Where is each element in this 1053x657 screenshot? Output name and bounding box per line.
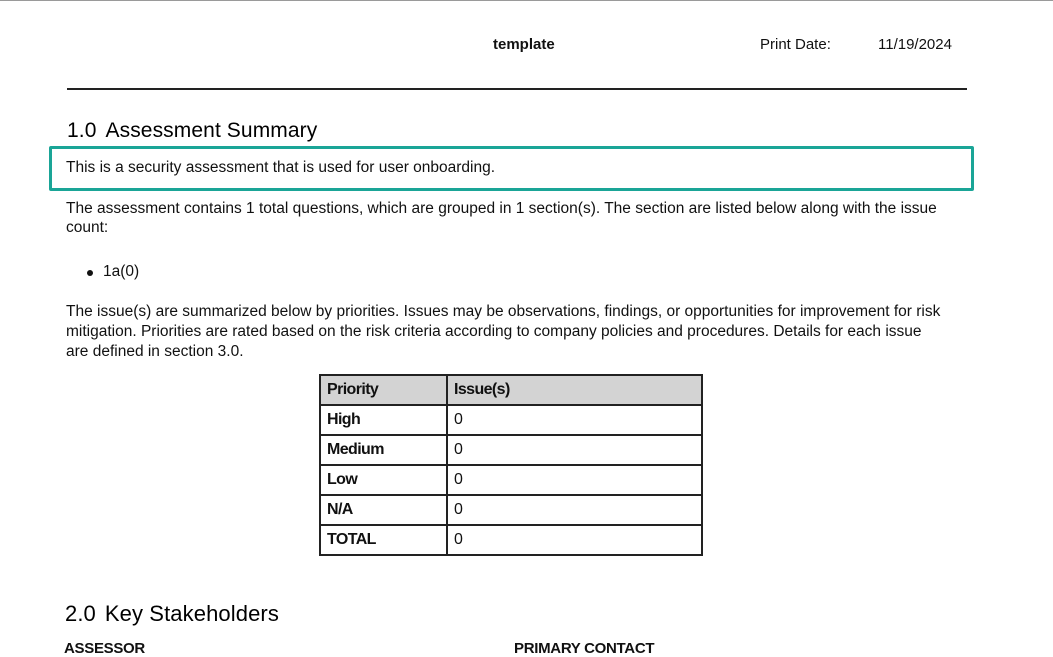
table-header-issues: Issue(s) bbox=[447, 375, 702, 405]
section-title: Assessment Summary bbox=[105, 119, 318, 142]
print-date-value: 11/19/2024 bbox=[878, 36, 952, 53]
table-header-row bbox=[320, 375, 702, 405]
table-cell-priority: High bbox=[320, 405, 447, 435]
table-cell-count: 0 bbox=[447, 435, 702, 465]
document-title: template bbox=[493, 36, 555, 53]
header-divider bbox=[67, 88, 967, 90]
table-cell-count: 0 bbox=[447, 525, 702, 555]
section-heading-key-stakeholders bbox=[65, 601, 279, 627]
assessment-count-text: The assessment contains 1 total questions, which are grouped in 1 section(s). The section are listed below along with the issue count: bbox=[66, 200, 937, 236]
table-cell-count: 0 bbox=[447, 465, 702, 495]
section-list bbox=[66, 262, 139, 282]
assessor-label: ASSESSOR bbox=[64, 640, 145, 657]
table-row bbox=[320, 465, 702, 495]
table-cell-count: 0 bbox=[447, 405, 702, 435]
table-row bbox=[320, 495, 702, 525]
page-top-border bbox=[0, 0, 1053, 1]
table-header-priority: Priority bbox=[320, 375, 447, 405]
bullet-icon bbox=[87, 270, 93, 276]
issues-summary-text: The issue(s) are summarized below by priorities. Issues may be observations, findings, or opportunities for improvement for risk mitigation. Priorities are rated based on the risk criteria according to company policies and procedures. Details for each issue are defined in section 3.0. bbox=[66, 303, 941, 360]
print-date-label: Print Date: bbox=[760, 36, 831, 53]
list-item-label: 1a(0) bbox=[103, 263, 140, 280]
table-cell-priority: N/A bbox=[320, 495, 447, 525]
table-cell-priority: Low bbox=[320, 465, 447, 495]
table-row bbox=[320, 405, 702, 435]
table-cell-priority: Medium bbox=[320, 435, 447, 465]
primary-contact-label: PRIMARY CONTACT bbox=[514, 640, 655, 657]
table-row bbox=[320, 435, 702, 465]
page-header bbox=[0, 36, 1053, 56]
section-heading-assessment-summary bbox=[67, 119, 317, 143]
table-cell-priority: TOTAL bbox=[320, 525, 447, 555]
priority-table bbox=[319, 374, 703, 556]
section-title: Key Stakeholders bbox=[104, 601, 279, 626]
table-cell-count: 0 bbox=[447, 495, 702, 525]
section-number: 1.0 bbox=[67, 119, 97, 142]
table-row bbox=[320, 525, 702, 555]
assessment-description: This is a security assessment that is used for user onboarding. bbox=[66, 159, 496, 176]
section-number: 2.0 bbox=[65, 601, 96, 626]
list-item bbox=[66, 262, 139, 282]
